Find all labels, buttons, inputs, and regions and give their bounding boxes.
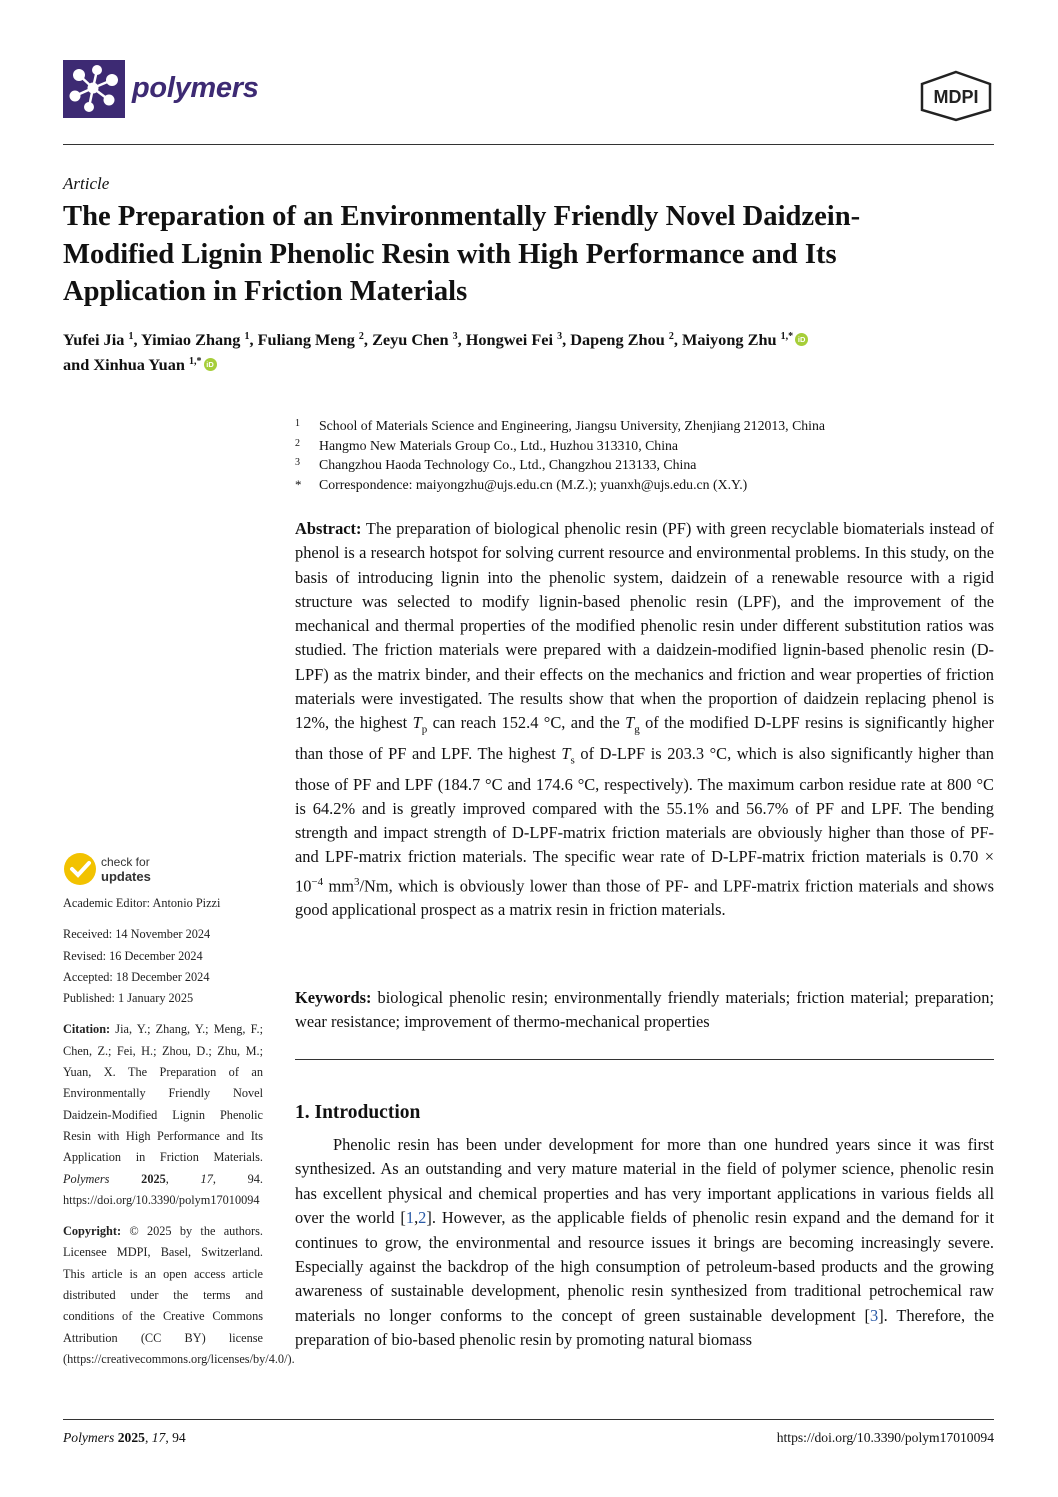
article-sidebar <box>63 893 295 1370</box>
author-name: Fuliang Meng <box>257 330 355 349</box>
revised-date: Revised: 16 December 2024 <box>63 948 203 963</box>
author-name: Hongwei Fei <box>465 330 554 349</box>
reference-link[interactable]: 2 <box>418 1208 427 1228</box>
author-affil: 1 <box>244 331 250 342</box>
paper-title: The Preparation of an Environmentally Friendly Novel Daidzein-Modified Lignin Phenolic Resin with High Performance and Its Application in Friction Materials <box>63 201 861 307</box>
footer-citation: Polymers 2025, 17, 94 <box>63 1430 186 1445</box>
author-affil: 2 <box>668 331 674 342</box>
author-list: Yufei Jia $^1$, Yimiao Zhang $^1$, Fuliang Meng $^2$, Zeyu Chen $^3$, Hongwei Fei $^3$, Dapeng Zhou $^2$, Maiyong Zhu $^{1,*}$ iD and Xinhua Yuan $^{1,*}$ iD <box>63 327 993 377</box>
hexagon-molecule-icon <box>63 60 125 118</box>
keywords: Keywords: biological phenolic resin; environmentally friendly materials; friction material; preparation; wear resistance; improvement of thermo-mechanical properties <box>295 988 994 1032</box>
citation: Citation: Jia, Y.; Zhang, Y.; Meng, F.; Chen, Z.; Fei, H.; Zhou, D.; Zhu, M.; Yuan, X. The Preparation of an Environmentally Friendly Novel Daidzein-Modified Lignin Phenolic Resin with High Performance and Its Application in Friction Materials. Polymers 2025, 17, 94. https://doi.org/10.3390/polym17010094 <box>63 1022 263 1207</box>
affiliation-item: 1 School of Materials Science and Engineering, Jiangsu University, Zhenjiang 212013, China <box>295 418 826 433</box>
author-affil: 3 <box>557 331 563 342</box>
author-name: Yimiao Zhang <box>141 330 241 349</box>
section-heading: 1. Introduction <box>295 1102 421 1123</box>
copyright: Copyright: © 2025 by the authors. Licensee MDPI, Basel, Switzerland. This article is an open access article distributed under the terms and conditions of the Creative Commons Attribution (CC BY) license (https://creativecommons.org/licenses/by/4.0/). <box>63 1224 295 1366</box>
author-affil: 1 <box>128 331 134 342</box>
author-name: Zeyu Chen <box>372 330 449 349</box>
affiliations <box>295 416 995 494</box>
header-rule <box>63 144 994 145</box>
orcid-icon[interactable]: iD <box>204 358 217 371</box>
mdpi-logo-text: MDPI <box>933 87 979 107</box>
check-updates-icon <box>64 853 96 885</box>
academic-editor: Academic Editor: Antonio Pizzi <box>63 896 221 910</box>
reference-link[interactable]: 1 <box>405 1208 415 1228</box>
journal-name: polymers <box>132 72 259 104</box>
check-updates-line2: updates <box>101 869 151 884</box>
author-conjunction: and <box>63 355 90 374</box>
published-date: Published: 1 January 2025 <box>63 991 194 1006</box>
abstract: Abstract: The preparation of biological phenolic resin (PF) with green recyclable biomaterials instead of phenol is a research hotspot for solving current resource and environmental problems. In this study, on the basis of introducing lignin into the phenolic system, daidzein of a renewable resource with a rigid structure was selected to modify lignin-based phenolic resin (LPF), and the improvement of the mechanical and thermal properties of the modified phenolic resin under different substitution ratios was studied. The friction materials were prepared with a daidzein-modified lignin-based phenolic resin (D-LPF) as the matrix binder, and their effects on the mechanics and friction and wear properties of friction materials were investigated. The results show that when the proportion of daidzein replacing phenol is 12%, the highest $T_p$ can reach 152.4 °C, and the $T_g$ of the modified D-LPF resins is significantly higher than those of PF and LPF. The highest $T_s$ of D-LPF is 203.3 °C, which is also significantly higher than those of PF and LPF (184.7 °C and 174.6 °C, respectively). The maximum carbon residue rate at 800 °C is 64.2% and is greatly improved compared with the 55.1% and 56.7% of PF and LPF. The bending strength and impact strength of D-LPF-matrix friction materials are obviously higher than those of PF- and LPF-matrix friction materials. The specific wear rate of D-LPF-matrix friction materials is $0.70 \times 10^{-4}$ $mm^3/Nm$, which is obviously lower than those of PF- and LPF-matrix friction materials and shows good applicational prospect as a matrix resin in friction materials. <box>295 519 995 920</box>
reference-link[interactable]: 3 <box>869 1305 879 1325</box>
keywords-label: Keywords: <box>295 988 372 1007</box>
footer-rule <box>63 1419 994 1420</box>
orcid-icon[interactable]: iD <box>795 333 808 346</box>
footer-doi[interactable]: https://doi.org/10.3390/polym17010094 <box>776 1430 994 1445</box>
author-affil: 2 <box>358 331 364 342</box>
received-date: Received: 14 November 2024 <box>63 927 211 942</box>
section-rule <box>295 1059 994 1060</box>
check-for-updates-badge[interactable] <box>63 851 173 887</box>
accepted-date: Accepted: 18 December 2024 <box>63 969 210 984</box>
correspondence: * Correspondence: maiyongzhu@ujs.edu.cn (M.Z.); yuanxh@ujs.edu.cn (X.Y.) <box>295 476 748 492</box>
author-affil: 1,* <box>780 331 794 342</box>
author-affil: 1,* <box>189 356 202 367</box>
abstract-label: Abstract: <box>295 519 362 538</box>
intro-paragraph: Phenolic resin has been under development for more than one hundred years since it was first synthesized. As an outstanding and very mature material in the field of polymer science, phenolic resin has excellent physical and chemical properties and has very important applications in various fields all over the world [1,2]. However, as the applicable fields of phenolic resin expand and the demand for it continues to grow, the environmental and resource issues it brings are becoming increasingly severe. Especially against the backdrop of the high consumption of petroleum-based products and the growing awareness of sustainable development, phenolic resin synthesized from traditional petrochemical raw materials no longer conforms to the concept of green sustainable development [3]. Therefore, the preparation of bio-based phenolic resin by promoting natural biomass <box>295 1135 994 1350</box>
author-name: Maiyong Zhu <box>682 330 777 349</box>
author-name: Xinhua Yuan <box>93 355 185 374</box>
affiliation-item: 3 Changzhou Haoda Technology Co., Ltd., Changzhou 213133, China <box>295 457 697 473</box>
author-affil: 3 <box>452 331 458 342</box>
article-type: Article <box>63 174 110 193</box>
mdpi-logo <box>918 70 994 122</box>
affiliation-item: 2 Hangmo New Materials Group Co., Ltd., Huzhou 313310, China <box>295 437 679 453</box>
author-name: Yufei Jia <box>63 330 125 349</box>
author-name: Dapeng Zhou <box>570 330 665 349</box>
check-updates-line1: check for <box>101 855 150 869</box>
